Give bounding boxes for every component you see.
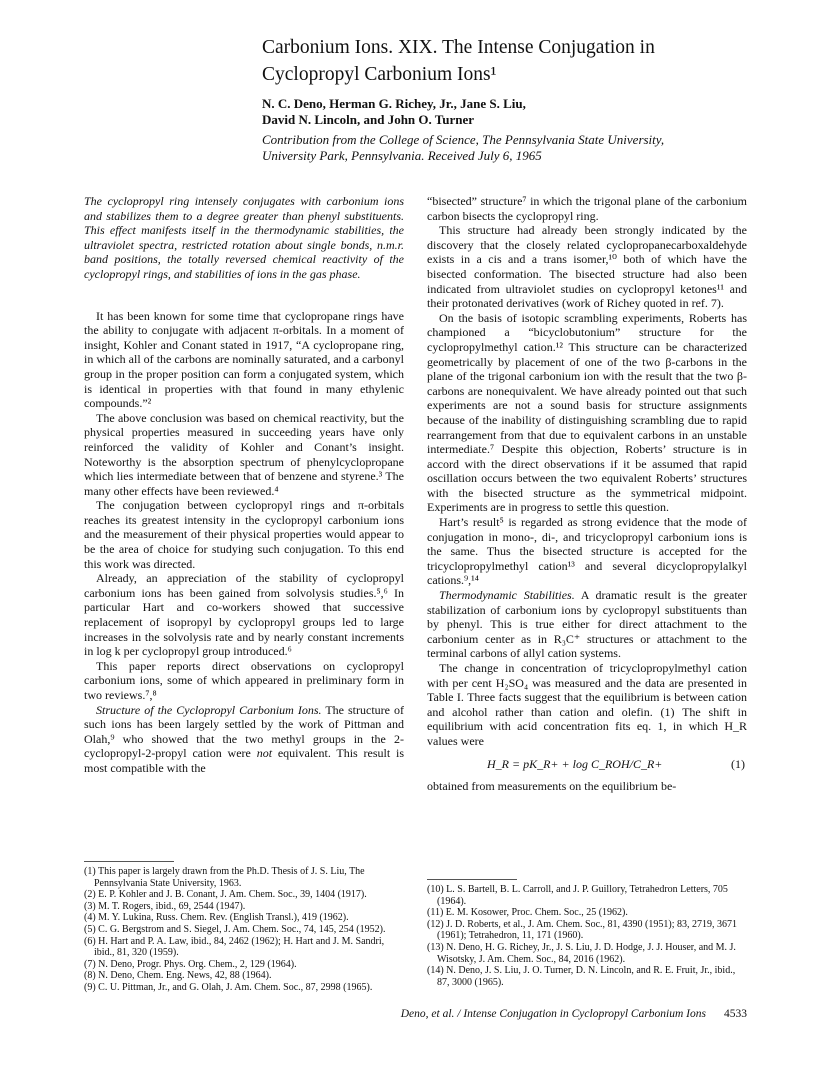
affiliation-line-1: Contribution from the College of Science, The Pennsylvania State University, <box>262 132 665 147</box>
equation-number: (1) <box>731 756 745 771</box>
footnote: (2) E. P. Kohler and J. B. Conant, J. Am. Chem. Soc., 39, 1404 (1917). <box>84 889 367 901</box>
footnote: (10) L. S. Bartell, B. L. Carroll, and J. P. Guillory, Tetrahedron Letters, 705 (1964). <box>427 884 728 907</box>
structure-not: not <box>256 746 273 761</box>
footnote: (7) N. Deno, Progr. Phys. Org. Chem., 2, 129 (1964). <box>84 958 297 970</box>
title-line-2: Cyclopropyl Carbonium Ions¹ <box>262 64 497 85</box>
body-paragraph: The conjugation between cyclopropyl rings and π-orbitals reaches its greatest intensity in the cyclopropyl carbonium ions and the measurement of their physical properties would appear to be the area of choice for studying such conjugation. To this end this work was directed. <box>84 498 404 571</box>
footnote: (1) This paper is largely drawn from the Ph.D. Thesis of J. S. Liu, The Pennsylvania State University, 1963. <box>84 866 365 889</box>
body-paragraph: It has been known for some time that cyclopropane rings have the ability to conjugate with adjacent π-orbitals. In a moment of insight, Kohler and Conant stated in 1917, “A cyclopropane ring, in which all of the carbons are nominally saturated, and a carbonyl group in the proper position can form a conjugated system, which is identical in properties with that found in many ethylenic compounds.”² <box>84 308 404 411</box>
footnote-rule <box>84 861 174 862</box>
footnote: (8) N. Deno, Chem. Eng. News, 42, 88 (1964). <box>84 970 272 982</box>
structure-text-a: The structure of such ions has been largely settled by the work of Pittman and Olah,⁹ who showed that the two methyl groups in the 2-cyclopropyl-2-propyl cation were <box>84 702 404 761</box>
section-heading-thermodynamic: Thermodynamic Stabilities. <box>439 588 575 603</box>
footnote: (14) N. Deno, J. S. Liu, J. O. Turner, D. N. Lincoln, and R. E. Fruit, Jr., ibid., 87, 3000 (1965). <box>427 965 736 988</box>
section-heading-structure: Structure of the Cyclopropyl Carbonium Ions. <box>96 702 322 717</box>
equation-text: H_R = pK_R+ + log C_ROH/C_R+ <box>487 756 663 771</box>
left-column <box>84 194 404 776</box>
body-paragraph: The above conclusion was based on chemical reactivity, but the physical properties measured in succeeding years have only reinforced the validity of Kohler and Conant’s insight. Noteworthy is the absorption spectrum of phenylcyclopropane which lies intermediate between that of benzene and styrene.³ The many other effects have been reviewed.⁴ <box>84 410 404 498</box>
authors-line-1: N. C. Deno, Herman G. Richey, Jr., Jane S. Liu, <box>262 96 526 111</box>
abstract: The cyclopropyl ring intensely conjugates with carbonium ions and stabilizes them to a degree greater than phenyl substituents. This effect manifests itself in the thermodynamic stabilities, the ultraviolet spectra, restricted rotation about single bonds, n.m.r. band positions, the totally reversed chemical reactivity of the cyclopropyl rings, and stabilities of ions in the gas phase. <box>84 194 404 281</box>
page-footer <box>360 1008 747 1020</box>
affiliation-line-2: University Park, Pennsylvania. Received July 6, 1965 <box>262 148 542 163</box>
footnote: (11) E. M. Kosower, Proc. Chem. Soc., 25 (1962). <box>427 907 628 919</box>
body-paragraph: The change in concentration of tricyclopropylmethyl cation with per cent H₂SO₄ was measured and the data are presented in Table I. Three facts suggest that the equilibrium is between cation and alcohol rather than cation and olefin. (1) The shift in equilibrium with acid concentration fits eq. 1, in which H_R values were <box>427 661 747 748</box>
author-list <box>262 96 742 128</box>
paper-title <box>262 34 742 88</box>
title-line-1: Carbonium Ions. XIX. The Intense Conjugation in <box>262 37 655 58</box>
footnote: (5) C. G. Bergstrom and S. Siegel, J. Am. Chem. Soc., 74, 145, 254 (1952). <box>84 923 386 935</box>
footnote: (9) C. U. Pittman, Jr., and G. Olah, J. Am. Chem. Soc., 87, 2998 (1965). <box>84 981 373 993</box>
body-paragraph: On the basis of isotopic scrambling experiments, Roberts has championed a “bicyclobutonium” structure for the cyclopropylmethyl cation.¹² This structure can be characterized geometrically by placement of one of the two β-carbons in the plane of the trigonal carbonium ion with the result that the two β-carbons are nonequivalent. We have already pointed out that such experiments are not a sound basis for structure assignments because of the inability of distinguishing scrambling due to rapid rearrangement from that due to equivalent carbons in an unstable intermediate.⁷ Despite this objection, Roberts’ structure is in accord with the direct observations if it be assumed that rapid oscillation occurs between the two equivalent Roberts’ structures with the bisected structure as the symmetrical midpoint. Experiments are in progress to settle this question. <box>427 310 747 515</box>
footnotes-right <box>427 872 747 988</box>
body-paragraph: This paper reports direct observations on cyclopropyl carbonium ions, some of which appeared in preliminary form in two reviews.⁷,⁸ <box>84 658 404 702</box>
running-head: Deno, et al. / Intense Conjugation in Cyclopropyl Carbonium Ions <box>400 1008 706 1020</box>
footnote: (6) H. Hart and P. A. Law, ibid., 84, 2462 (1962); H. Hart and J. M. Sandri, ibid., 81, 320 (1959). <box>84 935 385 959</box>
footnote-rule <box>427 879 517 880</box>
authors-line-2: David N. Lincoln, and John O. Turner <box>262 112 475 127</box>
affiliation <box>262 132 742 164</box>
body-paragraph: obtained from measurements on the equilibrium be- <box>427 779 677 794</box>
thermo-text: A dramatic result is the greater stabilization of carbonium ions by cyclopropyl substituents than by phenyl. This is true either for direct attachment to the carbonium center as in R₃C⁺ structures or attachment to the terminal carbons of allyl cation systems. <box>427 588 747 661</box>
body-paragraph: Hart’s result⁵ is regarded as strong evidence that the mode of conjugation in mono-, di-, and tricyclopropyl carbonium ions is the same. Thus the bisected structure is accepted for the tricyclopropylmethyl cation¹³ and several dicyclopropylalkyl cations.⁹,¹⁴ <box>427 515 747 588</box>
footnote: (12) J. D. Roberts, et al., J. Am. Chem. Soc., 81, 4390 (1951); 83, 2719, 3671 (1961); Tetrahedron, 11, 171 (1960). <box>427 918 737 942</box>
footnote: (3) M. T. Rogers, ibid., 69, 2544 (1947). <box>84 900 246 912</box>
page-number: 4533 <box>724 1008 747 1020</box>
thermo-paragraph <box>427 588 747 661</box>
body-paragraph: “bisected” structure⁷ in which the trigonal plane of the carbonium carbon bisects the cyclopropyl ring. <box>427 194 747 223</box>
structure-text-b: equivalent. This result is most compatible with the <box>84 746 404 775</box>
footnote: (4) M. Y. Lukina, Russ. Chem. Rev. (English Transl.), 419 (1962). <box>84 912 349 924</box>
structure-paragraph <box>84 703 404 776</box>
equation-1 <box>487 757 747 772</box>
right-column <box>427 194 747 794</box>
footnote: (13) N. Deno, H. G. Richey, Jr., J. S. Liu, J. D. Hodge, J. J. Houser, and M. J. Wisotsky, J. Am. Chem. Soc., 84, 2016 (1962). <box>427 941 736 965</box>
body-paragraph: This structure had already been strongly indicated by the discovery that the closely related cyclopropanecarboxaldehyde exists in a cis and a trans isomer,¹⁰ both of which have the bisected conformation. The bisected structure had also been indicated from ultraviolet studies on cyclopropyl ketones¹¹ and their protonated derivatives (work of Richey quoted in ref. 7). <box>427 223 747 311</box>
body-paragraph: Already, an appreciation of the stability of cyclopropyl carbonium ions has been gained from solvolysis studies.⁵,⁶ In particular Hart and co-workers showed that successive replacement of isopropyl by cyclopropyl groups led to large increases in the solvolysis rate and by nearly constant increments in log k per cyclopropyl group introduced.⁶ <box>84 571 404 659</box>
footnotes-left <box>84 854 404 994</box>
